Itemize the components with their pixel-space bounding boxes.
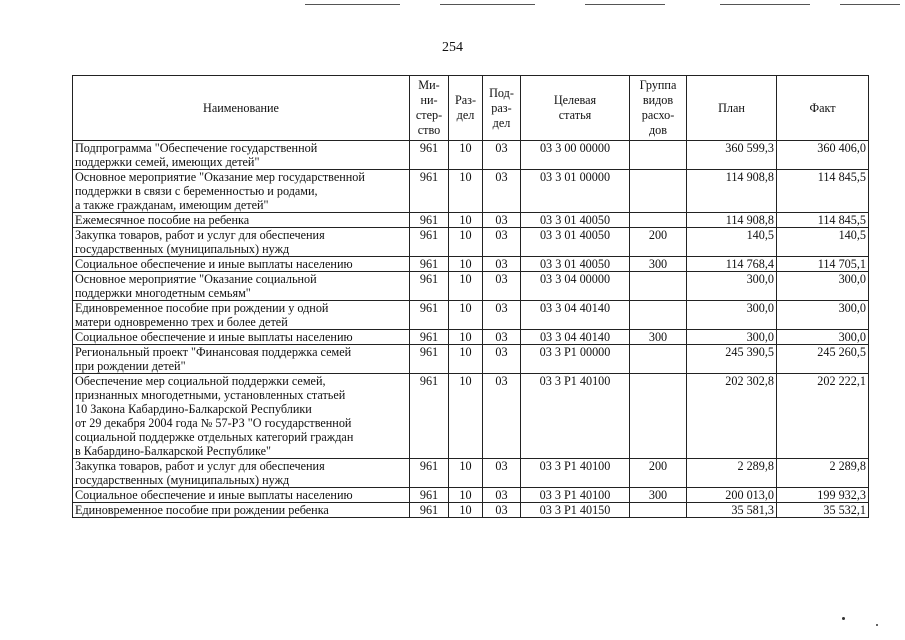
cell-target-article: 03 3 P1 40100 [521,374,630,459]
cell-target-article: 03 3 P1 40100 [521,459,630,488]
cell-subsection: 03 [483,503,521,518]
cell-subsection: 03 [483,213,521,228]
cell-fact: 245 260,5 [777,345,869,374]
cell-fact: 140,5 [777,228,869,257]
cell-expense-group [630,213,687,228]
cell-target-article: 03 3 01 40050 [521,228,630,257]
scan-speck [842,617,845,620]
cell-fact: 202 222,1 [777,374,869,459]
cell-expense-group [630,141,687,170]
table-row [73,374,869,459]
cell-subsection: 03 [483,488,521,503]
cell-fact: 300,0 [777,330,869,345]
cell-target-article: 03 3 P1 40100 [521,488,630,503]
cell-fact: 300,0 [777,272,869,301]
table-row [73,503,869,518]
cell-plan: 140,5 [687,228,777,257]
cell-ministry: 961 [410,272,449,301]
cell-ministry: 961 [410,330,449,345]
cell-subsection: 03 [483,345,521,374]
cell-subsection: 03 [483,141,521,170]
cell-target-article: 03 3 P1 40150 [521,503,630,518]
cell-name: Подпрограмма "Обеспечение государственной поддержки семей, имеющих детей" [73,141,410,170]
cell-fact: 300,0 [777,301,869,330]
cell-section: 10 [449,459,483,488]
cell-plan: 300,0 [687,330,777,345]
scan-speck [876,624,878,626]
header-fact: Факт [777,76,869,141]
cell-expense-group [630,301,687,330]
cell-target-article: 03 3 01 40050 [521,257,630,272]
cell-ministry: 961 [410,345,449,374]
cell-plan: 202 302,8 [687,374,777,459]
table-row [73,228,869,257]
cell-expense-group [630,272,687,301]
table-row [73,141,869,170]
cell-name: Основное мероприятие "Оказание мер государственной поддержки в связи с беременностью и родами, а также гражданам, имеющим детей" [73,170,410,213]
cell-name: Единовременное пособие при рождении ребенка [73,503,410,518]
cell-plan: 114 908,8 [687,170,777,213]
top-edge-rule [305,4,400,5]
cell-name: Социальное обеспечение и иные выплаты населению [73,330,410,345]
cell-target-article: 03 3 04 00000 [521,272,630,301]
cell-fact: 35 532,1 [777,503,869,518]
cell-section: 10 [449,141,483,170]
cell-subsection: 03 [483,257,521,272]
table-row [73,213,869,228]
header-plan: План [687,76,777,141]
cell-section: 10 [449,330,483,345]
cell-section: 10 [449,213,483,228]
cell-target-article: 03 3 01 00000 [521,170,630,213]
header-section: Раз- дел [449,76,483,141]
cell-expense-group [630,345,687,374]
cell-name: Региональный проект "Финансовая поддержка семей при рождении детей" [73,345,410,374]
table-row [73,488,869,503]
top-edge-rule [440,4,535,5]
cell-plan: 300,0 [687,272,777,301]
cell-ministry: 961 [410,257,449,272]
cell-subsection: 03 [483,170,521,213]
table-row [73,272,869,301]
top-edge-rule [585,4,665,5]
cell-plan: 114 768,4 [687,257,777,272]
cell-subsection: 03 [483,459,521,488]
cell-ministry: 961 [410,141,449,170]
cell-subsection: 03 [483,374,521,459]
header-name: Наименование [73,76,410,141]
cell-expense-group: 300 [630,488,687,503]
cell-name: Ежемесячное пособие на ребенка [73,213,410,228]
cell-fact: 114 705,1 [777,257,869,272]
table-row [73,459,869,488]
cell-target-article: 03 3 04 40140 [521,301,630,330]
cell-ministry: 961 [410,374,449,459]
header-ministry: Ми- ни- стер- ство [410,76,449,141]
cell-plan: 200 013,0 [687,488,777,503]
cell-section: 10 [449,228,483,257]
cell-target-article: 03 3 00 00000 [521,141,630,170]
cell-name: Единовременное пособие при рождении у одной матери одновременно трех и более детей [73,301,410,330]
cell-ministry: 961 [410,228,449,257]
cell-name: Закупка товаров, работ и услуг для обеспечения государственных (муниципальных) нужд [73,228,410,257]
cell-target-article: 03 3 P1 00000 [521,345,630,374]
top-edge-rule [720,4,810,5]
cell-name: Социальное обеспечение и иные выплаты населению [73,488,410,503]
cell-expense-group [630,374,687,459]
cell-plan: 245 390,5 [687,345,777,374]
page-number: 254 [442,40,463,55]
cell-plan: 300,0 [687,301,777,330]
cell-expense-group: 300 [630,330,687,345]
cell-ministry: 961 [410,170,449,213]
cell-plan: 114 908,8 [687,213,777,228]
cell-fact: 114 845,5 [777,170,869,213]
cell-target-article: 03 3 01 40050 [521,213,630,228]
cell-expense-group [630,503,687,518]
cell-name: Обеспечение мер социальной поддержки семей, признанных многодетными, установленных статьей 10 Закона Кабардино-Балкарской Республики от 29 декабря 2004 года № 57-РЗ "О государственной социальной поддержке отдельных категорий граждан в Кабардино-Балкарской Республике" [73,374,410,459]
cell-fact: 114 845,5 [777,213,869,228]
table-row [73,301,869,330]
cell-ministry: 961 [410,488,449,503]
cell-expense-group [630,170,687,213]
cell-section: 10 [449,488,483,503]
table-row [73,345,869,374]
cell-expense-group: 300 [630,257,687,272]
cell-subsection: 03 [483,301,521,330]
header-target: Целевая статья [521,76,630,141]
cell-section: 10 [449,272,483,301]
cell-subsection: 03 [483,228,521,257]
table-row [73,170,869,213]
cell-target-article: 03 3 04 40140 [521,330,630,345]
cell-plan: 360 599,3 [687,141,777,170]
cell-fact: 199 932,3 [777,488,869,503]
cell-fact: 360 406,0 [777,141,869,170]
table-header-row [73,76,869,141]
budget-table [72,75,869,518]
header-subsection: Под- раз- дел [483,76,521,141]
cell-ministry: 961 [410,459,449,488]
cell-section: 10 [449,374,483,459]
cell-section: 10 [449,301,483,330]
cell-fact: 2 289,8 [777,459,869,488]
cell-name: Социальное обеспечение и иные выплаты населению [73,257,410,272]
cell-subsection: 03 [483,330,521,345]
cell-ministry: 961 [410,503,449,518]
cell-name: Закупка товаров, работ и услуг для обеспечения государственных (муниципальных) нужд [73,459,410,488]
cell-subsection: 03 [483,272,521,301]
cell-section: 10 [449,345,483,374]
cell-expense-group: 200 [630,459,687,488]
top-edge-rule [840,4,900,5]
cell-plan: 35 581,3 [687,503,777,518]
cell-section: 10 [449,170,483,213]
table-row [73,257,869,272]
cell-ministry: 961 [410,301,449,330]
cell-ministry: 961 [410,213,449,228]
cell-name: Основное мероприятие "Оказание социальной поддержки многодетным семьям" [73,272,410,301]
table-row [73,330,869,345]
header-expense-group: Группа видов расхо- дов [630,76,687,141]
cell-plan: 2 289,8 [687,459,777,488]
cell-section: 10 [449,257,483,272]
cell-expense-group: 200 [630,228,687,257]
table-body [73,141,869,518]
cell-section: 10 [449,503,483,518]
